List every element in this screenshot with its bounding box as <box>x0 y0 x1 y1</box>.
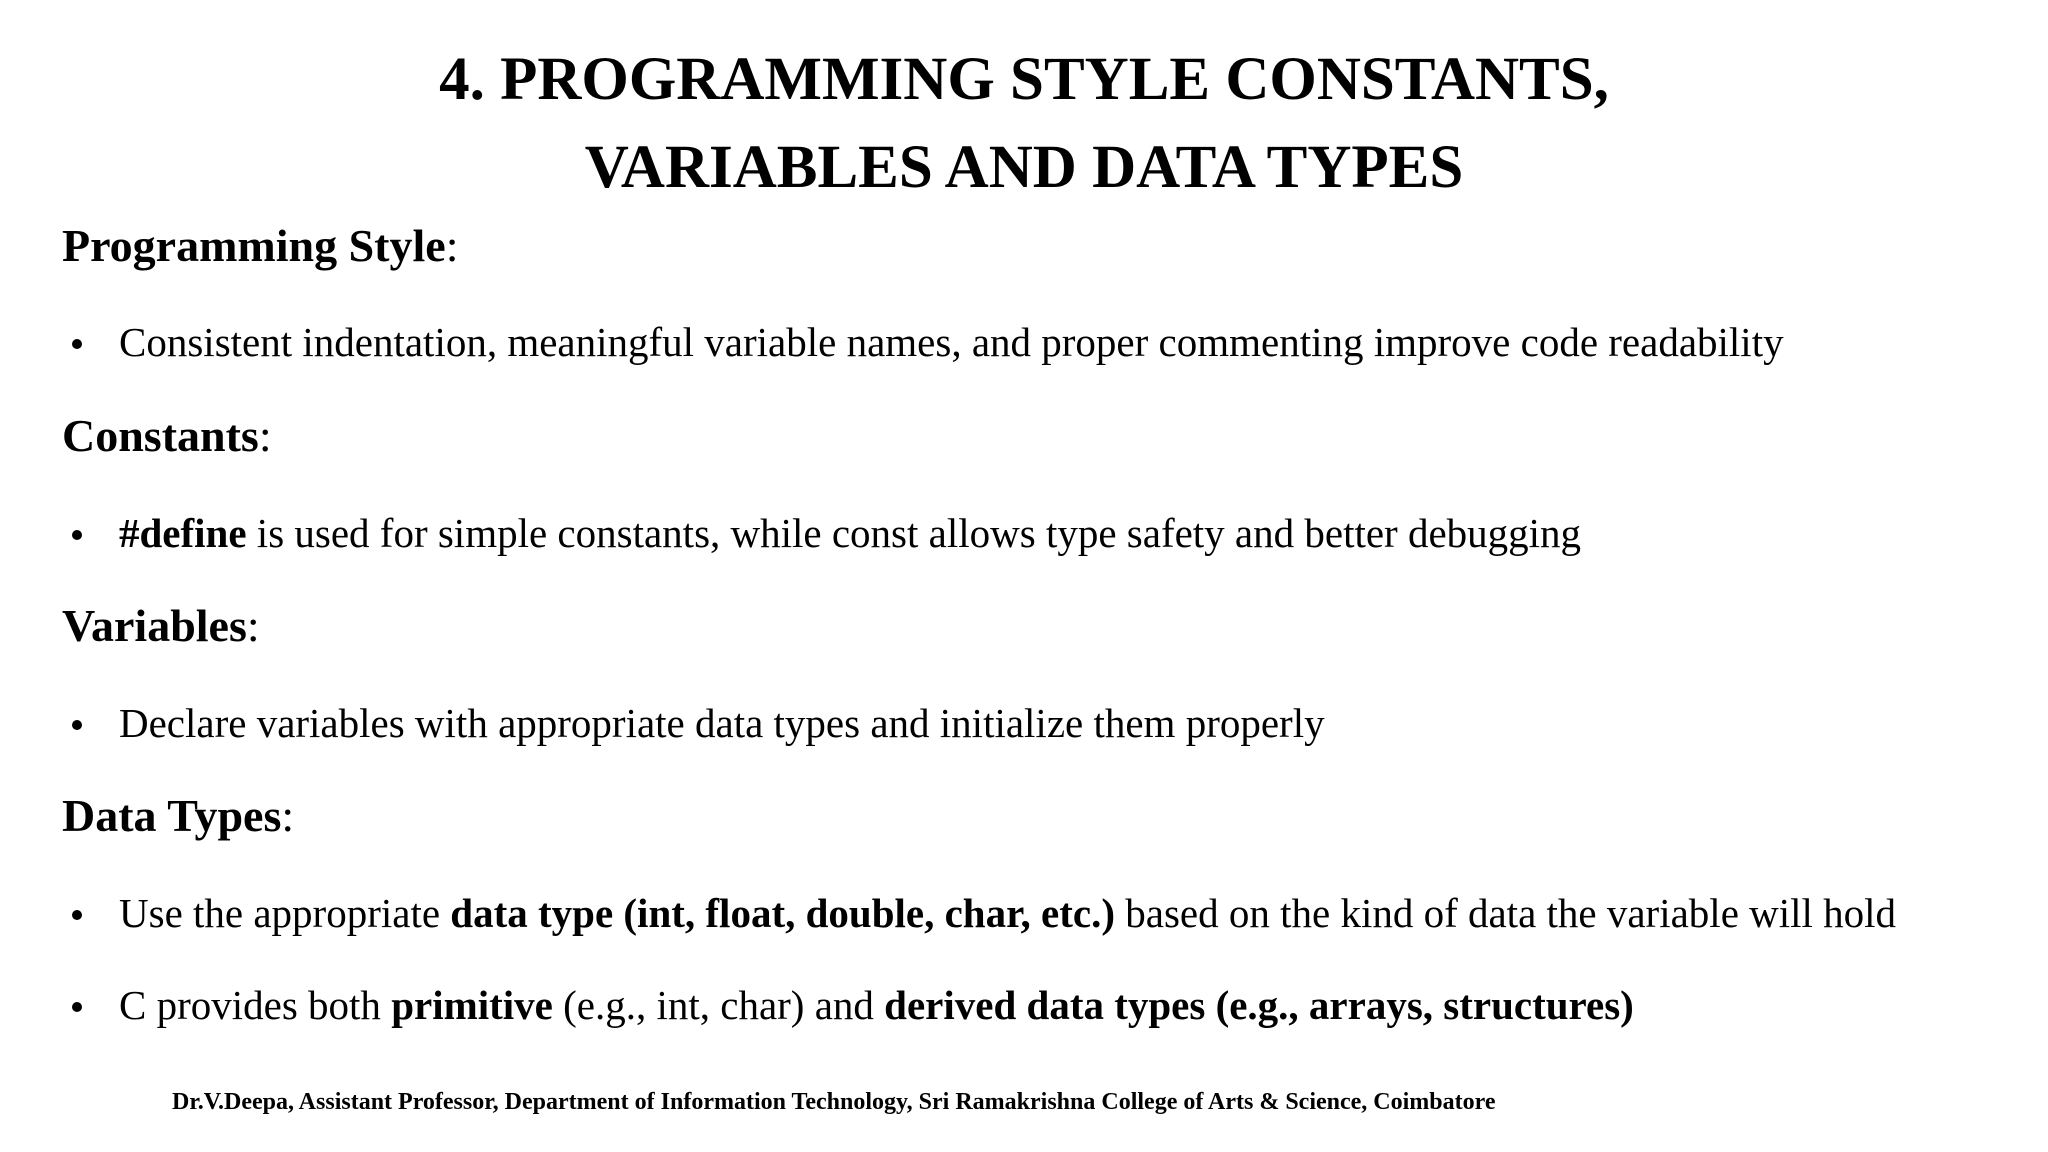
heading-colon: : <box>281 790 295 841</box>
bullet-text-post: based on the kind of data the variable will hold <box>1115 890 1897 936</box>
bullet-text: Consistent indentation, meaningful variable names, and proper commenting improve code readability <box>119 319 1784 365</box>
heading-variables-text: Variables <box>62 600 247 651</box>
heading-data-types <box>62 788 294 844</box>
bullet-text-bold-primitive: primitive <box>391 982 553 1028</box>
heading-programming-style <box>62 218 458 274</box>
bullet-dot-icon <box>72 339 82 349</box>
bullet-text <box>119 887 1896 939</box>
bullet-dot-icon <box>72 720 82 730</box>
heading-constants <box>62 408 272 464</box>
bullet-text: Declare variables with appropriate data types and initialize them properly <box>119 700 1325 746</box>
bullet-dot-icon <box>72 910 82 920</box>
bullet-dot-icon <box>72 1002 82 1012</box>
define-keyword: #define <box>119 510 247 556</box>
title-line-2: VARIABLES AND DATA TYPES <box>584 134 1464 201</box>
bullet-text <box>119 507 1581 559</box>
bullet-text-bold-derived: derived data types (e.g., arrays, structures) <box>884 982 1634 1028</box>
bullet-text-pre: Use the appropriate <box>119 890 451 936</box>
bullet-text-rest: is used for simple constants, while const allows type safety and better debugging <box>246 510 1582 556</box>
slide-title <box>0 36 2048 212</box>
bullet-text-mid: (e.g., int, char) and <box>552 982 885 1028</box>
heading-colon: : <box>445 220 459 271</box>
heading-colon: : <box>258 410 272 461</box>
heading-variables <box>62 598 260 654</box>
heading-colon: : <box>246 600 260 651</box>
bullet-text <box>119 979 1634 1031</box>
bullet-text-bold: data type (int, float, double, char, etc.) <box>450 890 1115 936</box>
bullet-text-pre: C provides both <box>119 982 392 1028</box>
heading-programming-style-text: Programming Style <box>62 220 446 271</box>
heading-data-types-text: Data Types <box>62 790 282 841</box>
heading-constants-text: Constants <box>62 410 259 461</box>
footer-credit: Dr.V.Deepa, Assistant Professor, Department of Information Technology, Sri Ramakrishna College of Arts & Science, Coimbatore <box>172 1089 1496 1115</box>
title-line-1: 4. PROGRAMMING STYLE CONSTANTS, <box>439 46 1609 113</box>
bullet-dot-icon <box>72 530 82 540</box>
